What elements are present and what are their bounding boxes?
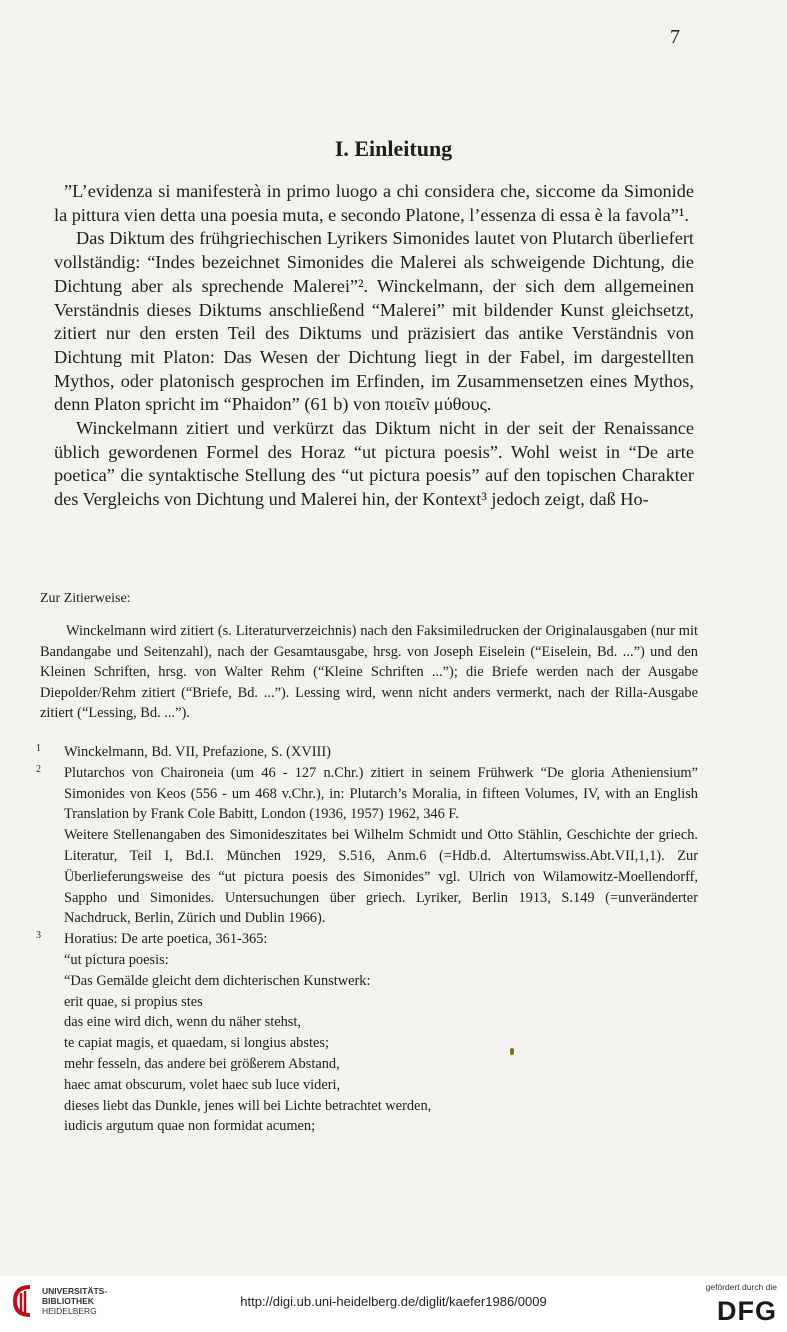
citation-note xyxy=(40,621,698,724)
verse-line: te capiat magis, et quaedam, si longius abstes; xyxy=(64,1035,329,1052)
footnote-mark: 3 xyxy=(36,930,41,942)
funded-by-label: gefördert durch die xyxy=(705,1282,777,1292)
verse-line: mehr fesseln, das andere bei größerem Abstand, xyxy=(64,1055,340,1072)
verse-line: “Das Gemälde gleicht dem dichterischen Kunstwerk: xyxy=(64,972,371,989)
chapter-title: I. Einleitung xyxy=(334,136,453,161)
library-name-line: HEIDELBERG xyxy=(42,1306,97,1316)
footer xyxy=(0,1276,787,1332)
source-url-link[interactable]: http://digi.ub.uni-heidelberg.de/diglit/kaefer1986/0009 xyxy=(240,1294,547,1309)
footnote-3 xyxy=(36,929,698,1137)
verse-line: dieses liebt das Dunkle, jenes will bei Lichte betrachtet werden, xyxy=(64,1097,432,1114)
verse-line: “ut pictura poesis: xyxy=(64,951,169,968)
footnote-1 xyxy=(36,742,698,763)
dfg-logo: DFG xyxy=(717,1296,777,1326)
verse-list xyxy=(64,950,698,1137)
body-paragraph: Winckelmann zitiert und verkürzt das Diktum nicht in der seit der Renaissance üblich gewordenen Formel des Horaz “ut pictura poesis”. Wohl weist in “De arte poetica” die syntaktische Stellung des “ut pictura poesis” auf den topischen Charakter des Vergleichs von Dichtung und Malerei hin, der Kontext³ jedoch zeigt, daß Ho- xyxy=(54,418,694,510)
citation-note-heading: Zur Zitierweise: xyxy=(40,591,131,606)
body-paragraph: ”L’evidenza si manifesterà in primo luogo a chi considera che, siccome da Simonide la pittura vien detta una poesia muta, e secondo Platone, l’essenza di essa è la favola”¹. xyxy=(54,181,694,225)
citation-note-text: Winckelmann wird zitiert (s. Literaturverzeichnis) nach den Faksimiledrucken der Originalausgaben (nur mit Bandangabe und Seitenzahl), nach der Gesamtausgabe, hrsg. von Joseph Eiselein (“Eiselein, Bd. ...”) und den Kleinen Schriften, hrsg. von Walter Rehm (“Kleine Schriften ...”); die Briefe werden nach der Ausgabe Diepolder/Rehm zitiert (“Briefe, Bd. ...”). Lessing wird, wenn nicht anders vermerkt, nach der Rilla-Ausgabe zitiert (“Lessing, Bd. ...”). xyxy=(40,623,698,722)
verse-line: iudicis argutum quae non formidat acumen; xyxy=(64,1118,316,1135)
verse-line: das eine wird dich, wenn du näher stehst, xyxy=(64,1014,301,1031)
footnotes xyxy=(36,742,698,1137)
verse-line: erit quae, si propius stes xyxy=(64,993,203,1010)
footnote-text: Horatius: De arte poetica, 361-365: xyxy=(64,931,268,948)
footnote-2 xyxy=(36,763,698,929)
footnote-text: Winckelmann, Bd. VII, Prefazione, S. (XVIII) xyxy=(64,744,331,760)
footnote-text: Plutarchos von Chaironeia (um 46 - 127 n.Chr.) zitiert in seinem Frühwerk “De gloria Atheniensium” Simonides von Keos (556 - um 468 v.Chr.), in: Plutarch’s Moralia, in fifteen Volumes, IV, with an English Translation by Frank Cole Babitt, London (1936, 1957) 1962, 346 F. xyxy=(64,764,698,823)
body-paragraph: Das Diktum des frühgriechischen Lyrikers Simonides lautet von Plutarch überliefert vollständig: “Indes bezeichnet Simonides die Malerei als schweigende Dichtung, die Dichtung aber als sprechende Malerei”². Winckelmann, der sich dem allgemeinen Verständnis dieses Diktums anschließend “Malerei” mit bildender Kunst gleichsetzt, zitiert nur den ersten Teil des Diktums und präzisiert das antike Verständnis von Dichtung mit Platon: Das Wesen der Dichtung liegt in der Fabel, im dargestellten Mythos, oder platonisch gesprochen im Erfinden, im Zusammensetzen eines Mythos, denn Platon spricht im “Phaidon” (61 b) von ποιεῖν μύθους. xyxy=(54,228,694,415)
verse-line: haec amat obscurum, volet haec sub luce videri, xyxy=(64,1076,341,1093)
body-text xyxy=(54,180,694,512)
footnote-mark: 1 xyxy=(36,743,41,754)
library-name-line: UNIVERSITÄTS- xyxy=(42,1286,108,1296)
footnote-text: Weitere Stellenangaben des Simonideszitates bei Wilhelm Schmidt und Otto Stählin, Geschichte der griech. Literatur, Teil I, Bd.I. München 1929, S.516, Anm.6 (=Hdb.d. Altertumswiss.Abt.VII,1,1). Zur Überlieferungsweise des “ut pictura poesis des Simonides” vgl. Ulrich von Wilamowitz-Moellendorff, Sappho und Simonides. Untersuchungen über griech. Lyriker, Berlin 1913, S.149 (=unveränderter Nachdruck, Berlin, Zürich und Dublin 1966). xyxy=(64,827,698,927)
footnote-mark: 2 xyxy=(36,763,41,775)
ink-speck xyxy=(510,1048,514,1055)
page-number: 7 xyxy=(670,26,680,48)
library-name-line: BIBLIOTHEK xyxy=(42,1296,94,1306)
